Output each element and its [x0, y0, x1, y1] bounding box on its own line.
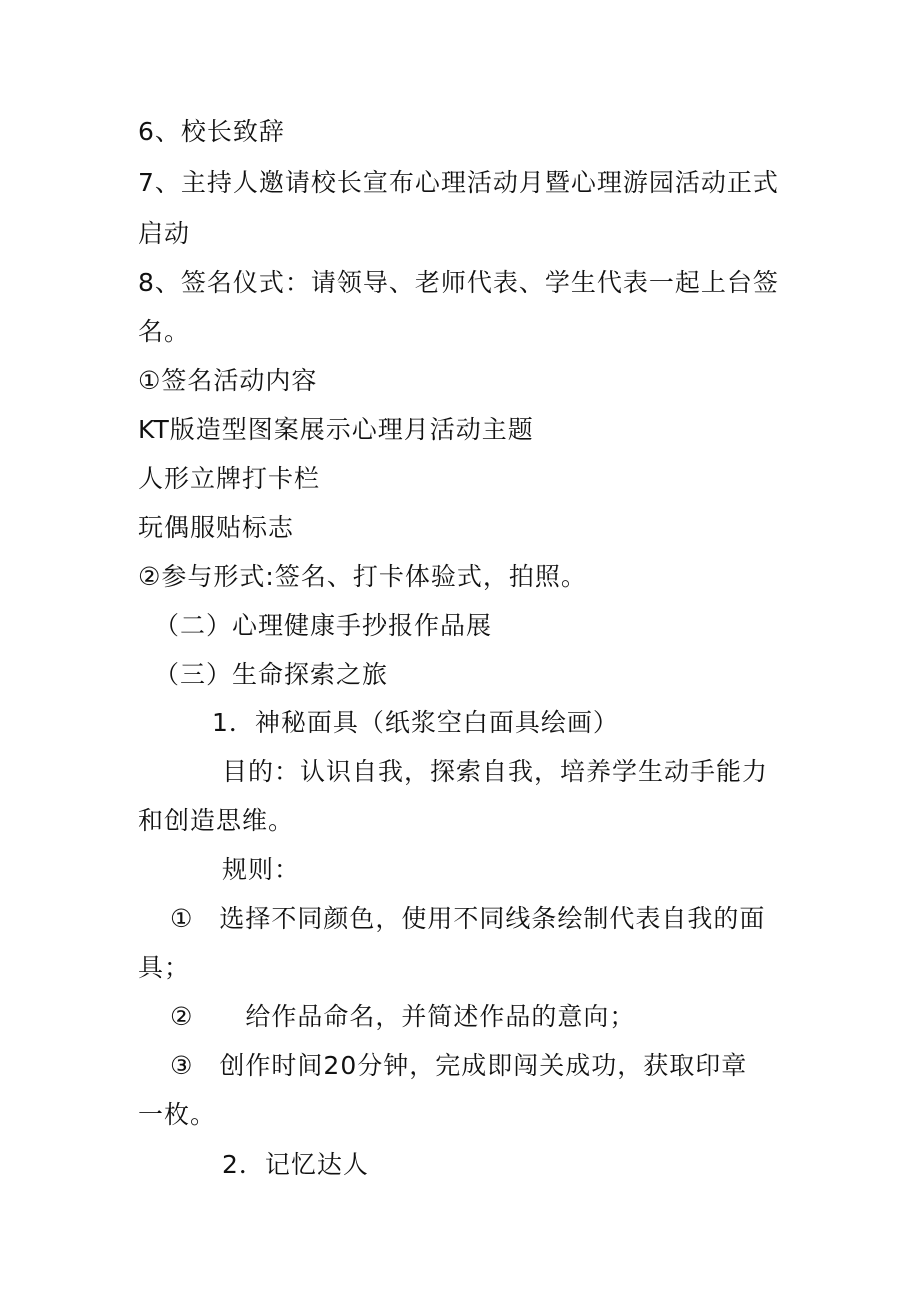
- subsection-heading-2: 2．记忆达人: [222, 1150, 369, 1179]
- rule-1-continued: 具；: [138, 953, 191, 982]
- rule-2: ② 给作品命名，并简述作品的意向；: [170, 1002, 636, 1031]
- rule-3-continued: 一枚。: [138, 1100, 217, 1129]
- activity-line-kt-board: KT版造型图案展示心理月活动主题: [138, 415, 534, 444]
- list-item-8-continued: 名。: [138, 317, 191, 346]
- list-item-8: 8、签名仪式：请领导、老师代表、学生代表一起上台签: [138, 268, 779, 297]
- section-heading-3: （三）生命探索之旅: [154, 660, 389, 689]
- subsection-heading-1: 1．神秘面具（纸浆空白面具绘画）: [212, 708, 619, 737]
- purpose-line: 目的：认识自我，探索自我，培养学生动手能力: [222, 757, 769, 786]
- list-item-7-continued: 启动: [138, 219, 191, 248]
- rule-3: ③ 创作时间20分钟，完成即闯关成功，获取印章: [170, 1051, 748, 1080]
- list-item-7: 7、主持人邀请校长宣布心理活动月暨心理游园活动正式: [138, 168, 779, 197]
- rule-1: ① 选择不同颜色，使用不同线条绘制代表自我的面: [170, 904, 766, 933]
- participation-form: ②参与形式:签名、打卡体验式，拍照。: [138, 562, 587, 591]
- signature-activity-heading: ①签名活动内容: [138, 366, 318, 395]
- activity-line-standee: 人形立牌打卡栏: [138, 464, 321, 493]
- list-item-6: 6、校长致辞: [138, 117, 285, 146]
- purpose-line-continued: 和创造思维。: [138, 806, 295, 835]
- activity-line-mascot: 玩偶服贴标志: [138, 513, 295, 542]
- rules-heading: 规则：: [222, 855, 301, 884]
- section-heading-2: （二）心理健康手抄报作品展: [154, 611, 493, 640]
